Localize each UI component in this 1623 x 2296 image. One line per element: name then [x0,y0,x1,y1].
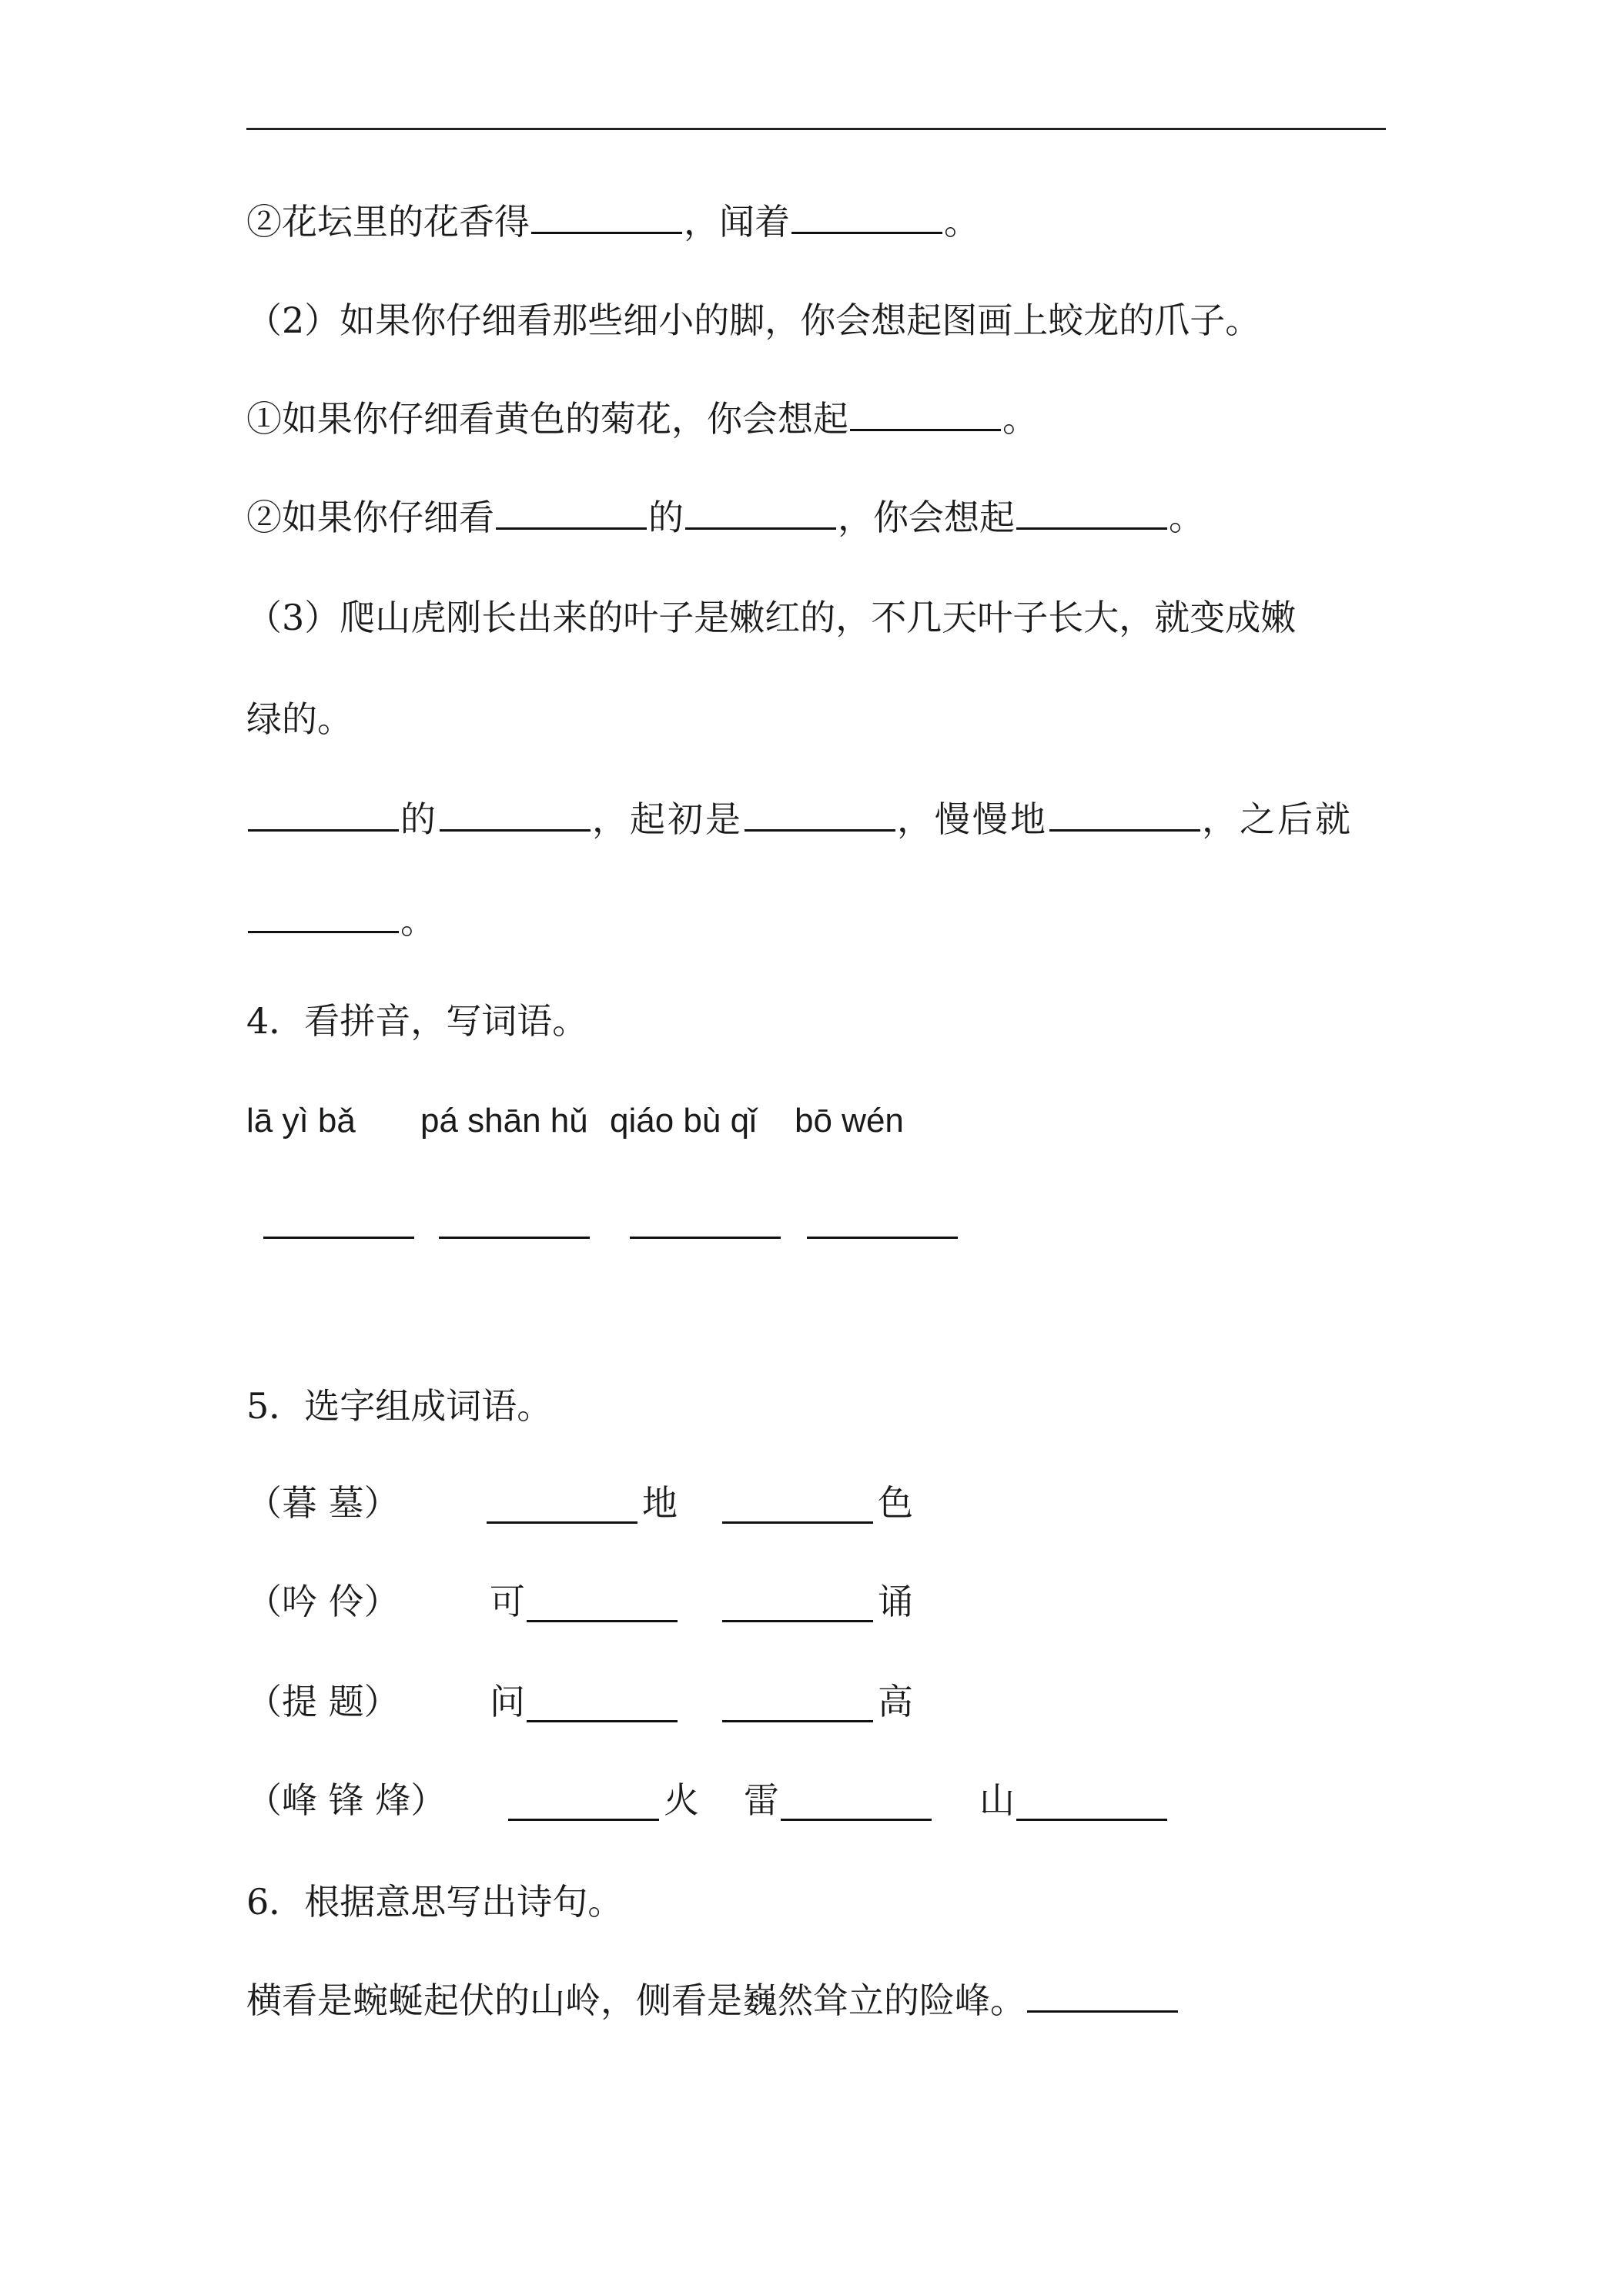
q3-line-leaf-change [246,796,1353,842]
q5-choices-1: （暮 墓） [246,1482,400,1524]
q4-title: 4．看拼音，写词语。 [246,1000,588,1042]
answer-blank[interactable] [1016,1819,1167,1821]
answer-blank[interactable] [527,1620,678,1622]
text: 。 [400,900,436,942]
q3-line-final [246,898,436,944]
answer-blank[interactable] [630,1237,781,1239]
answer-blank[interactable] [527,1720,678,1722]
answer-blank[interactable] [722,1521,873,1524]
answer-blank[interactable] [263,1237,414,1239]
answer-blank[interactable] [496,497,647,530]
q3-part3-prompt-line1: （3）爬山虎刚长出来的叶子是嫩红的，不几天叶子长大，就变成嫩 [246,597,1297,638]
answer-blank[interactable] [248,798,399,832]
answer-blank[interactable] [439,1237,590,1239]
q5-suffix: 高 [878,1681,913,1722]
pinyin-4: bō wén [795,1102,904,1140]
answer-blank[interactable] [791,201,942,234]
answer-blank[interactable] [487,1521,637,1524]
q3-line-chrysanthemum [246,396,1038,442]
q5-prefix: 山 [979,1779,1015,1821]
q5-prefix: 可 [490,1581,525,1622]
answer-blank[interactable] [722,1720,873,1722]
q5-suffix: 火 [664,1779,699,1821]
q5-suffix: 诵 [878,1581,913,1622]
answer-blank[interactable] [1027,1980,1178,2013]
q5-choices-3: （提 题） [246,1681,400,1722]
text: ②如果你仔细看 [246,497,494,538]
q5-suffix: 色 [878,1482,913,1524]
q3-part3-prompt-line2: 绿的。 [246,698,353,740]
answer-blank[interactable] [508,1819,659,1821]
text: 。 [944,201,979,243]
text: ②花坛里的花香得 [246,201,530,243]
answer-blank[interactable] [850,398,1001,431]
answer-blank[interactable] [248,900,399,933]
text: ，之后就 [1202,798,1353,840]
q5-choices-2: （吟 伶） [246,1581,400,1622]
answer-blank[interactable] [1049,798,1200,832]
q6-line [246,1977,1180,2023]
answer-blank[interactable] [531,201,682,234]
q5-prefix: 雷 [744,1779,779,1821]
q5-prefix: 问 [490,1681,525,1722]
text: 的 [648,497,684,538]
header-rule [246,128,1386,130]
answer-blank[interactable] [781,1819,932,1821]
text: ，慢慢地 [897,798,1048,840]
answer-blank[interactable] [807,1237,958,1239]
answer-blank[interactable] [1016,497,1167,530]
text: 。 [1002,398,1038,440]
text: 。 [1169,497,1204,538]
text: ，你会想起 [838,497,1015,538]
text: 的 [400,798,438,840]
text: ，闻着 [684,201,790,243]
q3-line-flower-fragrance [246,199,979,245]
q5-suffix: 地 [642,1482,678,1524]
q5-choices-4: （峰 锋 烽） [246,1779,447,1821]
answer-blank[interactable] [440,798,591,832]
answer-blank[interactable] [722,1620,873,1622]
pinyin-3: qiáo bù qǐ [610,1102,757,1140]
pinyin-1: lā yì bǎ [246,1102,356,1140]
text: ，起初是 [592,798,743,840]
answer-blank[interactable] [745,798,895,832]
q6-title: 6．根据意思写出诗句。 [246,1881,624,1923]
q3-part2-prompt: （2）如果你仔细看那些细小的脚，你会想起图画上蛟龙的爪子。 [246,300,1261,341]
q5-title: 5．选字组成词语。 [246,1385,553,1427]
answer-blank[interactable] [685,497,836,530]
text: 横看是蜿蜒起伏的山岭，侧看是巍然耸立的险峰。 [246,1980,1026,2021]
text: ①如果你仔细看黄色的菊花，你会想起 [246,398,848,440]
q3-line-look-closely [246,494,1204,541]
pinyin-2: pá shān hǔ [420,1102,588,1140]
